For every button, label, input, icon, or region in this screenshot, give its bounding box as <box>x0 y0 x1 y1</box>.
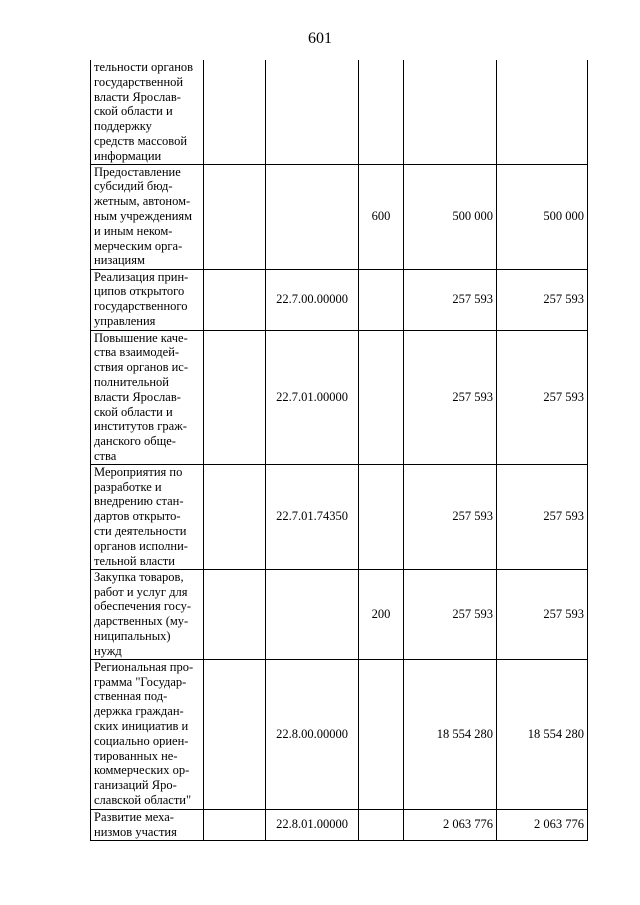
row-sum-1: 257 593 <box>404 269 497 330</box>
row-code <box>266 164 359 269</box>
table-row <box>91 569 588 659</box>
row-sum-2 <box>497 60 588 164</box>
row-name: Региональная про- грамма "Государ- ственная под- держка граждан- ских инициатив и социально ориен- тированных не- коммерческих ор- ганизаций Яро- славской области" <box>91 659 204 809</box>
row-expense-type <box>359 60 404 164</box>
table-row <box>91 269 588 330</box>
table-row <box>91 164 588 269</box>
row-sum-2: 257 593 <box>497 569 588 659</box>
table-row <box>91 464 588 569</box>
row-code <box>266 569 359 659</box>
row-code: 22.8.01.00000 <box>266 809 359 840</box>
row-expense-type <box>359 809 404 840</box>
row-code: 22.8.00.00000 <box>266 659 359 809</box>
empty-cell <box>204 60 266 164</box>
row-name: Мероприятия по разработке и внедрению стан- дартов открыто- сти деятельности органов исполни- тельной власти <box>91 464 204 569</box>
row-name: Повышение каче- ства взаимодей- ствия органов ис- полнительной власти Ярослав- ской области и институтов граж- данского обще- ства <box>91 330 204 464</box>
row-expense-type <box>359 464 404 569</box>
empty-cell <box>204 659 266 809</box>
row-code: 22.7.00.00000 <box>266 269 359 330</box>
empty-cell <box>204 464 266 569</box>
row-sum-1: 257 593 <box>404 330 497 464</box>
row-sum-2: 2 063 776 <box>497 809 588 840</box>
row-sum-1: 18 554 280 <box>404 659 497 809</box>
row-sum-1 <box>404 60 497 164</box>
row-sum-1: 257 593 <box>404 464 497 569</box>
table-row <box>91 330 588 464</box>
row-sum-2: 257 593 <box>497 269 588 330</box>
empty-cell <box>204 164 266 269</box>
row-code <box>266 60 359 164</box>
row-sum-1: 257 593 <box>404 569 497 659</box>
table-row <box>91 659 588 809</box>
row-name: Закупка товаров, работ и услуг для обеспечения госу- дарственных (му- ниципальных) нужд <box>91 569 204 659</box>
row-name: Предоставление субсидий бюд- жетным, автоном- ным учреждениям и иным неком- мерческим орга- низациям <box>91 164 204 269</box>
empty-cell <box>204 569 266 659</box>
empty-cell <box>204 809 266 840</box>
row-sum-2: 257 593 <box>497 330 588 464</box>
table-row <box>91 60 588 164</box>
row-expense-type: 600 <box>359 164 404 269</box>
row-code: 22.7.01.74350 <box>266 464 359 569</box>
empty-cell <box>204 269 266 330</box>
row-expense-type <box>359 330 404 464</box>
row-expense-type <box>359 659 404 809</box>
row-sum-1: 500 000 <box>404 164 497 269</box>
row-expense-type: 200 <box>359 569 404 659</box>
row-sum-2: 257 593 <box>497 464 588 569</box>
row-name: тельности органов государственной власти Ярослав- ской области и поддержку средств массовой информации <box>91 60 204 164</box>
row-name: Реализация прин- ципов открытого государственного управления <box>91 269 204 330</box>
row-code: 22.7.01.00000 <box>266 330 359 464</box>
row-expense-type <box>359 269 404 330</box>
row-sum-2: 500 000 <box>497 164 588 269</box>
page-number: 601 <box>308 30 332 47</box>
row-name: Развитие меха- низмов участия <box>91 809 204 840</box>
row-sum-1: 2 063 776 <box>404 809 497 840</box>
row-sum-2: 18 554 280 <box>497 659 588 809</box>
empty-cell <box>204 330 266 464</box>
budget-table <box>90 60 588 841</box>
table-row <box>91 809 588 840</box>
